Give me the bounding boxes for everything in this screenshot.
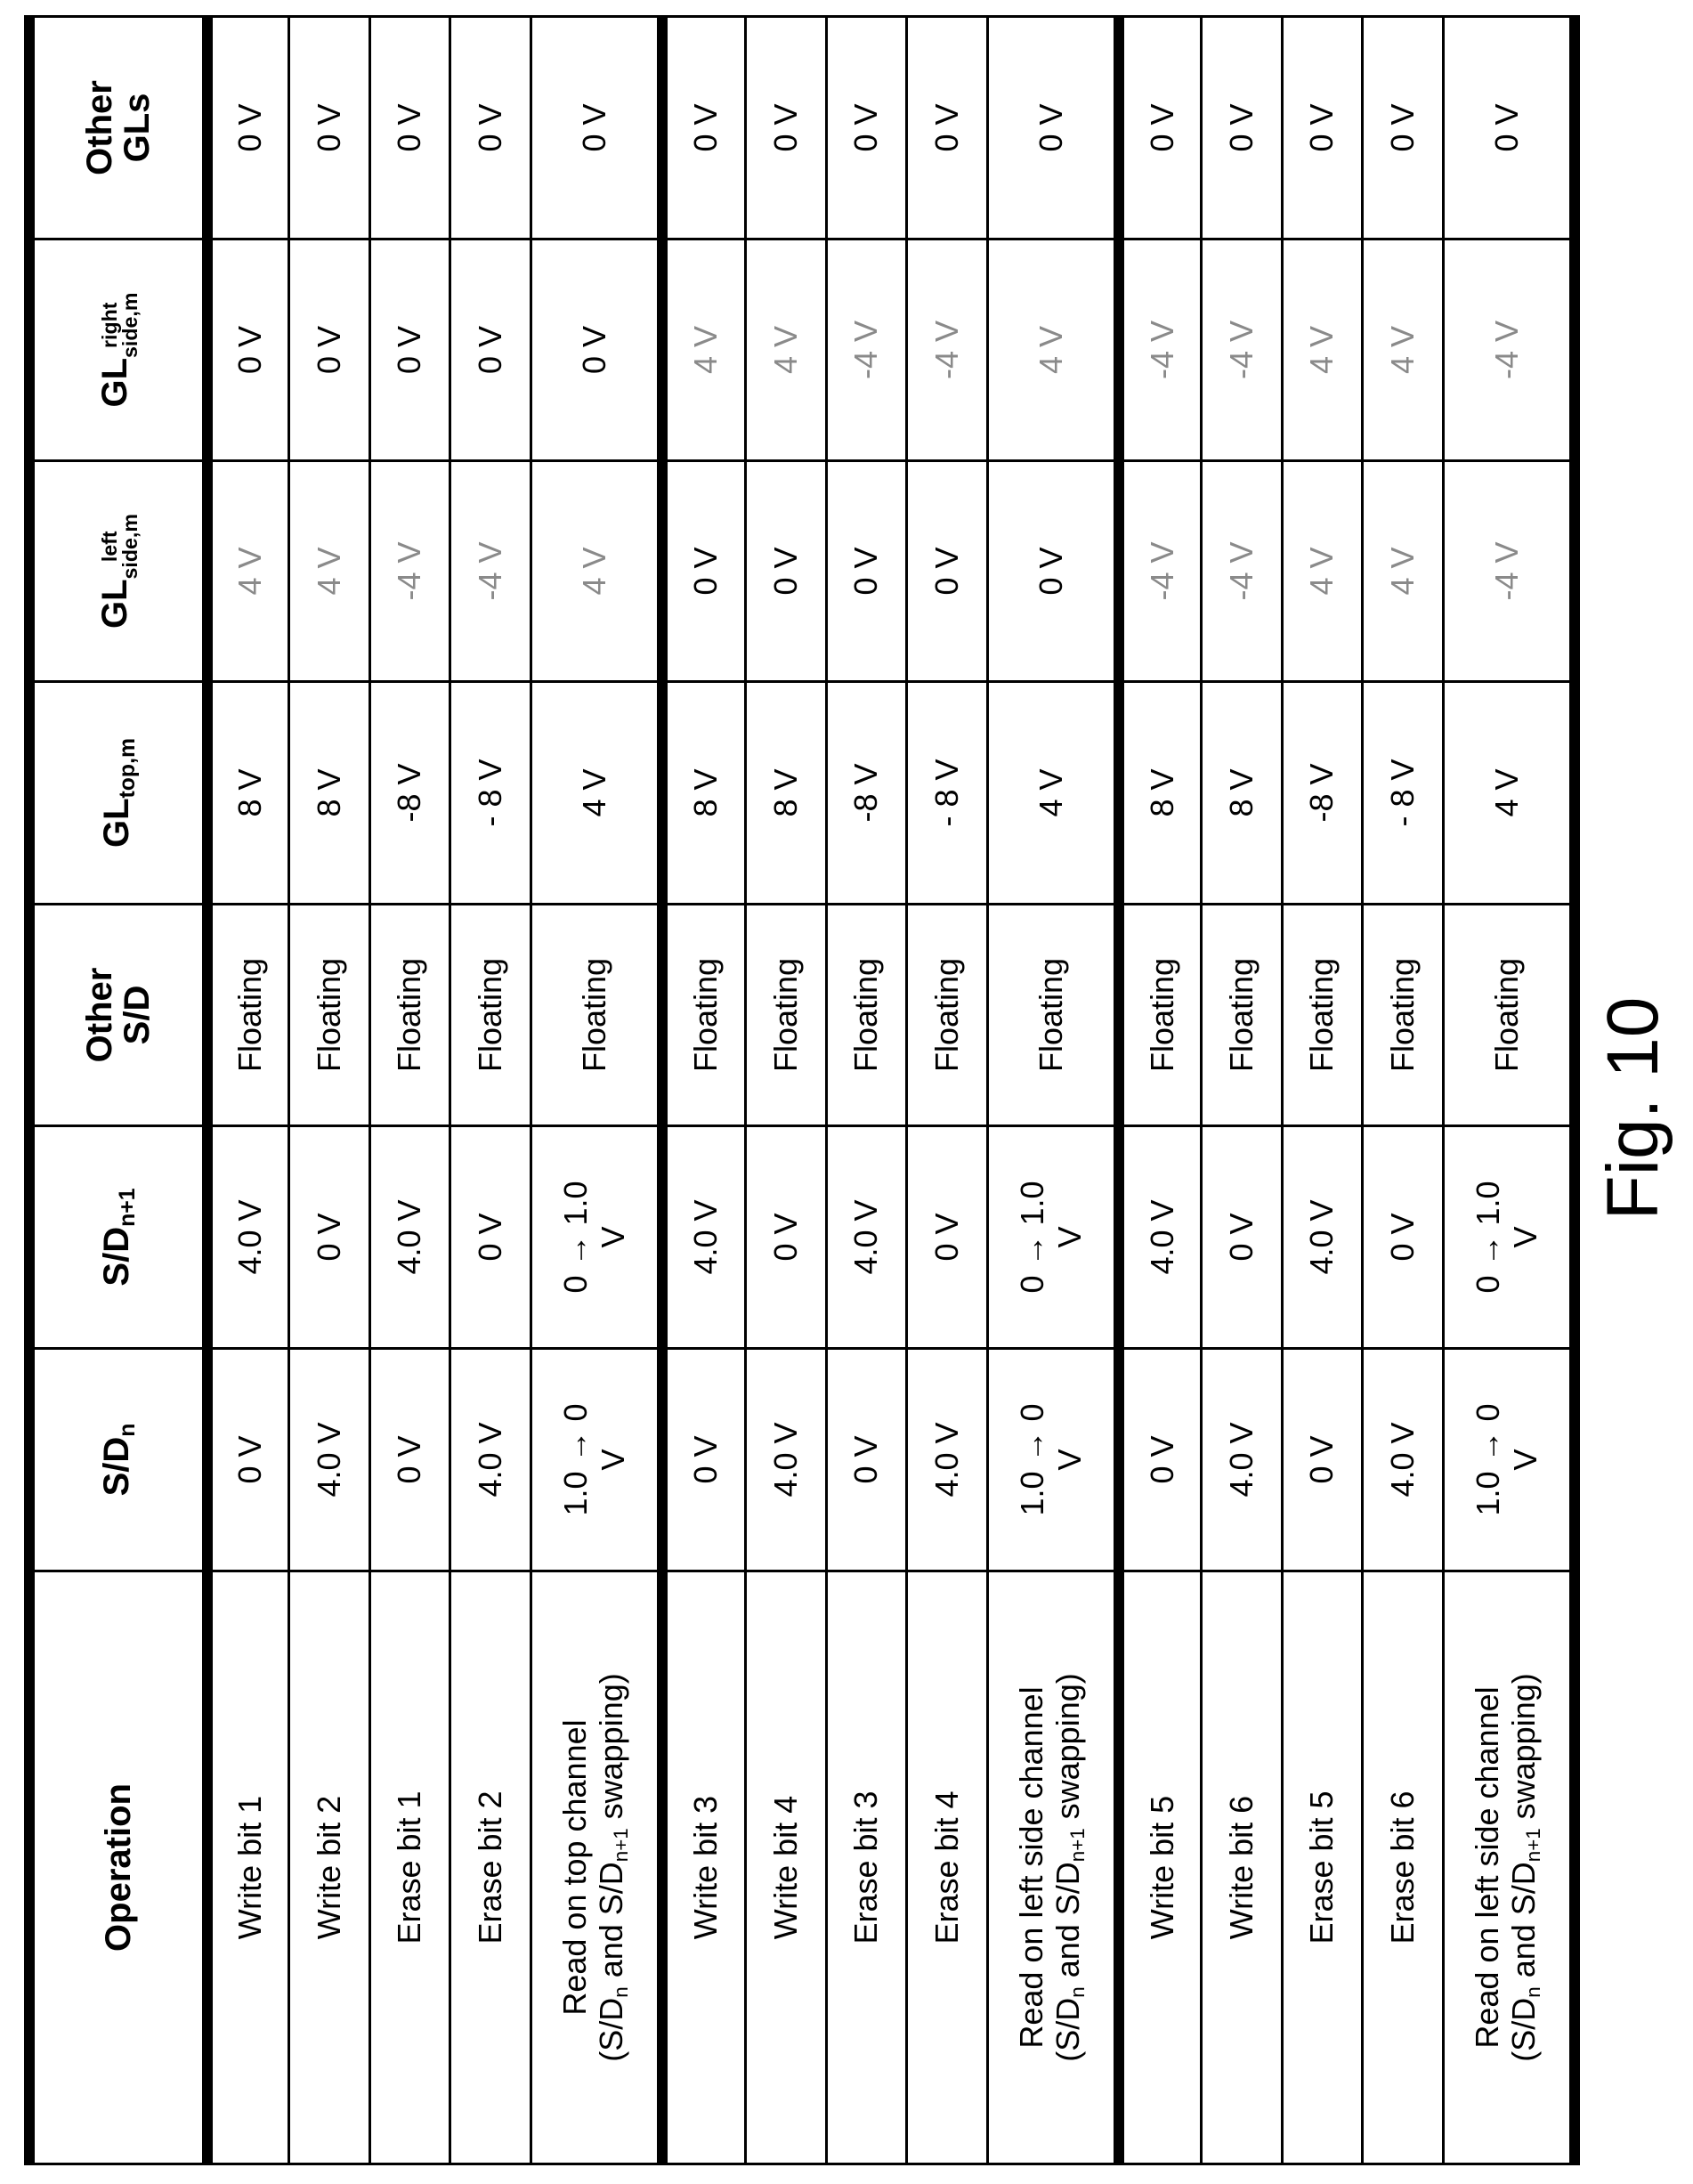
header-gl-right: GL right side,m [29, 240, 207, 461]
cell-operation: Erase bit 5 [1282, 1571, 1362, 2164]
rotated-table-container [24, 18, 1569, 2165]
cell-other-gls: 0 V [745, 17, 826, 240]
cell-gl-top: - 8 V [1362, 682, 1443, 905]
cell-sdn: 4.0 V [1362, 1349, 1443, 1571]
cell-sdn: 1.0 → 0 V [531, 1349, 662, 1571]
cell-sdn: 4.0 V [288, 1349, 369, 1571]
cell-gl-top: 8 V [1201, 682, 1282, 905]
cell-gl-left: -4 V [450, 461, 531, 682]
cell-sdn: 0 V [826, 1349, 906, 1571]
cell-gl-right: 0 V [450, 240, 531, 461]
cell-gl-left: -4 V [1201, 461, 1282, 682]
figure-caption-text: Fig. 10 [1597, 997, 1670, 1221]
table-row [1282, 17, 1362, 2164]
cell-gl-right: 0 V [207, 240, 288, 461]
cell-operation: Write bit 3 [662, 1571, 745, 2164]
table-row [987, 17, 1119, 2164]
cell-gl-left: 4 V [531, 461, 662, 682]
header-other-sd: Other S/D [29, 905, 207, 1126]
cell-gl-top: 4 V [1443, 682, 1575, 905]
cell-gl-top: 8 V [288, 682, 369, 905]
cell-other-sd: Floating [207, 905, 288, 1126]
cell-sdn1: 4.0 V [1282, 1126, 1362, 1349]
table-row [369, 17, 450, 2164]
cell-gl-right: -4 V [906, 240, 987, 461]
header-other-gls: Other GLs [29, 17, 207, 240]
cell-other-sd: Floating [1443, 905, 1575, 1126]
cell-sdn1: 4.0 V [1119, 1126, 1201, 1349]
cell-sdn: 4.0 V [906, 1349, 987, 1571]
cell-other-gls: 0 V [987, 17, 1119, 240]
cell-gl-left: 0 V [745, 461, 826, 682]
cell-gl-right: 4 V [745, 240, 826, 461]
cell-gl-right: 4 V [987, 240, 1119, 461]
cell-sdn1: 4.0 V [207, 1126, 288, 1349]
cell-gl-top: 4 V [987, 682, 1119, 905]
cell-other-sd: Floating [662, 905, 745, 1126]
cell-other-gls: 0 V [1443, 17, 1575, 240]
cell-operation: Read on top channel (S/Dn and S/Dn+1 swapping) [531, 1571, 662, 2164]
cell-operation: Write bit 6 [1201, 1571, 1282, 2164]
cell-operation: Write bit 1 [207, 1571, 288, 2164]
cell-gl-top: -8 V [826, 682, 906, 905]
figure-caption [1598, 966, 1669, 1251]
cell-sdn1: 0 V [745, 1126, 826, 1349]
cell-gl-left: 0 V [662, 461, 745, 682]
table-row [288, 17, 369, 2164]
cell-other-gls: 0 V [207, 17, 288, 240]
cell-gl-left: 4 V [1282, 461, 1362, 682]
cell-operation: Erase bit 2 [450, 1571, 531, 2164]
cell-gl-left: -4 V [1443, 461, 1575, 682]
cell-operation: Write bit 5 [1119, 1571, 1201, 2164]
cell-gl-top: -8 V [1282, 682, 1362, 905]
cell-other-gls: 0 V [1362, 17, 1443, 240]
cell-gl-left: 4 V [288, 461, 369, 682]
cell-gl-top: - 8 V [450, 682, 531, 905]
cell-sdn: 0 V [1282, 1349, 1362, 1571]
cell-other-sd: Floating [826, 905, 906, 1126]
cell-other-sd: Floating [906, 905, 987, 1126]
cell-sdn: 0 V [369, 1349, 450, 1571]
cell-gl-top: 8 V [1119, 682, 1201, 905]
cell-sdn: 0 V [207, 1349, 288, 1571]
cell-other-sd: Floating [745, 905, 826, 1126]
cell-gl-top: 8 V [662, 682, 745, 905]
cell-operation: Read on left side channel (S/Dn and S/Dn+1 swapping) [1443, 1571, 1575, 2164]
cell-other-sd: Floating [450, 905, 531, 1126]
cell-operation: Read on left side channel (S/Dn and S/Dn+1 swapping) [987, 1571, 1119, 2164]
table-row [662, 17, 745, 2164]
table-row [1443, 17, 1575, 2164]
cell-gl-right: -4 V [1443, 240, 1575, 461]
cell-sdn1: 4.0 V [369, 1126, 450, 1349]
cell-gl-right: 4 V [662, 240, 745, 461]
cell-sdn1: 0 V [906, 1126, 987, 1349]
cell-operation: Write bit 4 [745, 1571, 826, 2164]
cell-other-gls: 0 V [662, 17, 745, 240]
cell-sdn: 1.0 → 0 V [1443, 1349, 1575, 1571]
cell-sdn1: 0 → 1.0 V [1443, 1126, 1575, 1349]
header-operation: Operation [29, 1571, 207, 2164]
cell-other-sd: Floating [1201, 905, 1282, 1126]
cell-sdn: 4.0 V [450, 1349, 531, 1571]
cell-gl-right: -4 V [1119, 240, 1201, 461]
header-gl-top: GLtop,m [29, 682, 207, 905]
cell-other-gls: 0 V [826, 17, 906, 240]
cell-gl-top: - 8 V [906, 682, 987, 905]
cell-other-sd: Floating [531, 905, 662, 1126]
cell-operation: Erase bit 6 [1362, 1571, 1443, 2164]
cell-sdn1: 0 V [1362, 1126, 1443, 1349]
cell-other-gls: 0 V [1119, 17, 1201, 240]
cell-gl-left: -4 V [369, 461, 450, 682]
cell-sdn1: 0 V [288, 1126, 369, 1349]
cell-sdn1: 4.0 V [826, 1126, 906, 1349]
cell-other-sd: Floating [1119, 905, 1201, 1126]
cell-other-gls: 0 V [288, 17, 369, 240]
cell-other-sd: Floating [1362, 905, 1443, 1126]
cell-gl-left: 0 V [987, 461, 1119, 682]
cell-other-gls: 0 V [369, 17, 450, 240]
header-sdn: S/Dn [29, 1349, 207, 1571]
cell-operation: Erase bit 4 [906, 1571, 987, 2164]
table-row [450, 17, 531, 2164]
cell-sdn: 0 V [662, 1349, 745, 1571]
cell-gl-right: 4 V [1282, 240, 1362, 461]
cell-sdn1: 4.0 V [662, 1126, 745, 1349]
cell-other-sd: Floating [288, 905, 369, 1126]
cell-sdn: 1.0 → 0 V [987, 1349, 1119, 1571]
cell-other-gls: 0 V [531, 17, 662, 240]
cell-gl-left: 4 V [1362, 461, 1443, 682]
table-row [1119, 17, 1201, 2164]
cell-gl-left: 0 V [906, 461, 987, 682]
cell-sdn: 0 V [1119, 1349, 1201, 1571]
cell-gl-right: 0 V [369, 240, 450, 461]
cell-sdn: 4.0 V [1201, 1349, 1282, 1571]
cell-sdn1: 0 → 1.0 V [987, 1126, 1119, 1349]
cell-gl-left: 0 V [826, 461, 906, 682]
table-row [1362, 17, 1443, 2164]
cell-other-sd: Floating [369, 905, 450, 1126]
cell-other-gls: 0 V [1201, 17, 1282, 240]
cell-gl-top: 4 V [531, 682, 662, 905]
operation-voltage-table [24, 15, 1580, 2165]
cell-gl-right: -4 V [826, 240, 906, 461]
cell-sdn1: 0 V [1201, 1126, 1282, 1349]
cell-gl-right: -4 V [1201, 240, 1282, 461]
cell-gl-top: -8 V [369, 682, 450, 905]
header-row [29, 17, 207, 2164]
cell-other-gls: 0 V [906, 17, 987, 240]
table-row [1201, 17, 1282, 2164]
cell-gl-top: 8 V [745, 682, 826, 905]
header-sdn1: S/Dn+1 [29, 1126, 207, 1349]
cell-gl-right: 0 V [288, 240, 369, 461]
cell-operation: Write bit 2 [288, 1571, 369, 2164]
table-row [906, 17, 987, 2164]
cell-operation: Erase bit 3 [826, 1571, 906, 2164]
table-row [826, 17, 906, 2164]
cell-other-gls: 0 V [1282, 17, 1362, 240]
cell-sdn1: 0 V [450, 1126, 531, 1349]
cell-sdn: 4.0 V [745, 1349, 826, 1571]
cell-sdn1: 0 → 1.0 V [531, 1126, 662, 1349]
header-gl-left: GL left side,m [29, 461, 207, 682]
cell-gl-right: 0 V [531, 240, 662, 461]
cell-gl-left: -4 V [1119, 461, 1201, 682]
table-row [531, 17, 662, 2164]
cell-other-sd: Floating [1282, 905, 1362, 1126]
table-row [207, 17, 288, 2164]
cell-gl-right: 4 V [1362, 240, 1443, 461]
cell-other-gls: 0 V [450, 17, 531, 240]
cell-gl-top: 8 V [207, 682, 288, 905]
cell-gl-left: 4 V [207, 461, 288, 682]
table-row [745, 17, 826, 2164]
cell-operation: Erase bit 1 [369, 1571, 450, 2164]
cell-other-sd: Floating [987, 905, 1119, 1126]
